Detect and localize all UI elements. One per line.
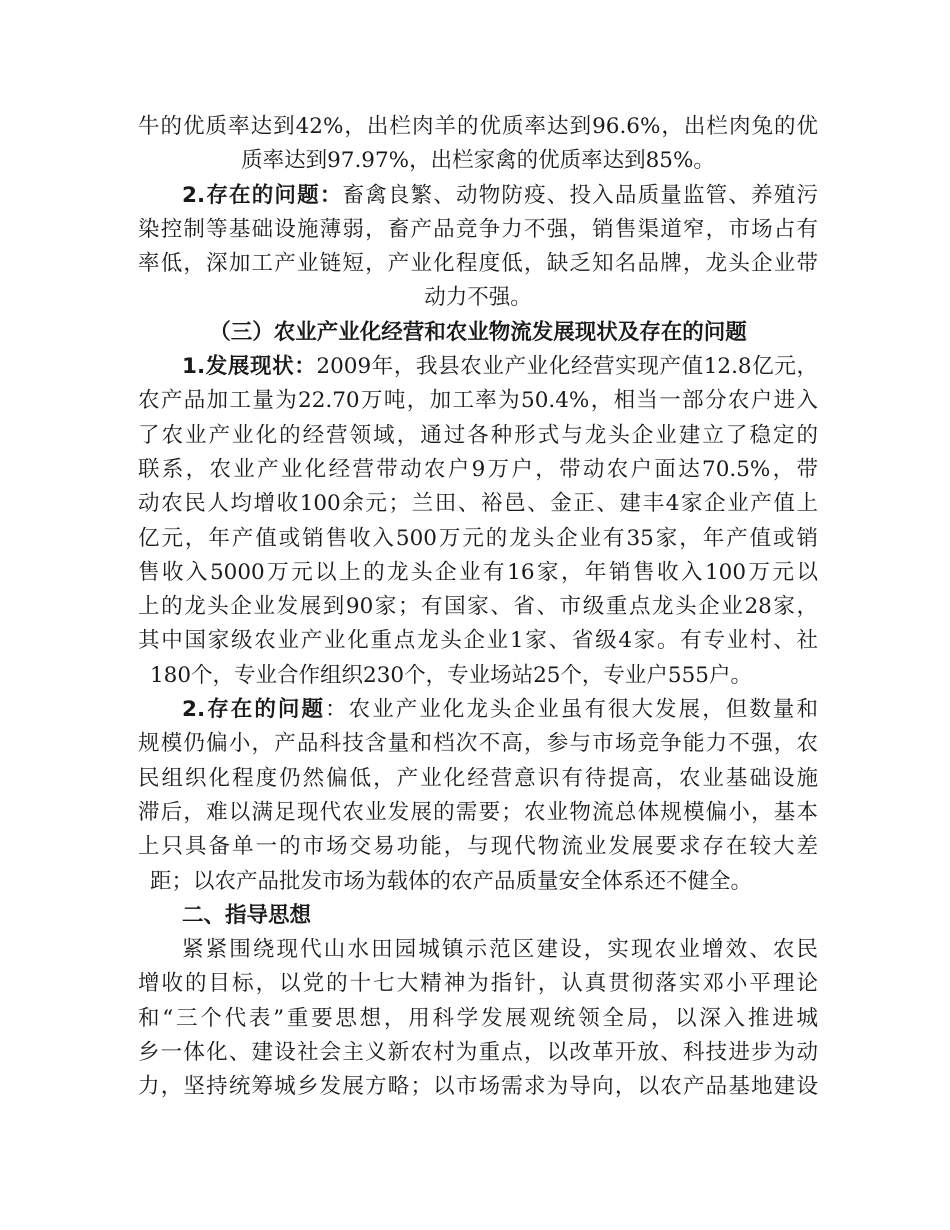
paragraph-line: 180个，专业合作组织230个，专业场站25个，专业户555户。 xyxy=(150,662,752,688)
paragraph-line: 牛的优质率达到42%，出栏肉羊的优质率达到96.6%，出栏肉兔的优 xyxy=(138,114,818,139)
paragraph-line: 质率达到97.97%，出栏家禽的优质率达到85%。 xyxy=(241,148,715,174)
paragraph-line: 上的龙头企业发展到90家；有国家、省、市级重点龙头企业28家， xyxy=(138,594,818,620)
paragraph-text: ：农业产业化龙头企业虽有很大发展，但数量和 xyxy=(325,697,818,723)
paragraph-line: 滞后，难以满足现代农业发展的需要；农业物流总体规模偏小，基本 xyxy=(138,799,818,825)
paragraph-line: 了农业产业化的经营领域，通过各种形式与龙头企业建立了稳定的 xyxy=(138,422,818,448)
paragraph-line xyxy=(138,350,818,384)
paragraph-line: 乡一体化、建设社会主义新农村为重点，以改革开放、科技进步为动 xyxy=(138,1040,818,1066)
paragraph-line: 率低，深加工产业链短，产业化程度低，缺乏知名品牌，龙头企业带 xyxy=(138,251,818,277)
paragraph-line: 距；以农产品批发市场为载体的农产品质量安全体系还不健全。 xyxy=(150,868,753,894)
section-label: 1.发展现状： xyxy=(182,354,317,380)
paragraph-line: 亿元，年产值或销售收入500万元的龙头企业有35家，年产值或销 xyxy=(138,525,818,551)
paragraph-text: 畜禽良繁、动物防疫、投入品质量监管、养殖污 xyxy=(342,182,818,208)
document-page xyxy=(138,110,818,1105)
paragraph-line: 力，坚持统筹城乡发展方略；以市场需求为导向，以农产品基地建设 xyxy=(138,1074,818,1100)
paragraph-line: 染控制等基础设施薄弱，畜产品竞争力不强，销售渠道窄，市场占有 xyxy=(138,216,818,242)
paragraph-text: 2009年，我县农业产业化经营实现产值12.8亿元， xyxy=(316,354,818,380)
section-label: 2.存在的问题： xyxy=(182,182,343,208)
paragraph-line: 联系，农业产业化经营带动农户9万户，带动农户面达70.5%，带 xyxy=(138,456,818,482)
paragraph-line: 农产品加工量为22.70万吨，加工率为50.4%，相当一部分农户进入 xyxy=(138,388,818,414)
paragraph-line: 和“三个代表”重要思想，用科学发展观统领全局，以深入推进城 xyxy=(138,1005,818,1031)
paragraph-line: 上只具备单一的市场交易功能，与现代物流业发展要求存在较大差 xyxy=(138,834,818,860)
paragraph-line xyxy=(138,693,818,727)
paragraph-line: 民组织化程度仍然偏低，产业化经营意识有待提高，农业基础设施 xyxy=(138,765,818,791)
section-label: 2.存在的问题 xyxy=(182,697,326,723)
paragraph-line: 增收的目标，以党的十七大精神为指针，认真贯彻落实邓小平理论 xyxy=(138,971,818,997)
paragraph-line: 动农民人均增收100余元；兰田、裕邑、金正、建丰4家企业产值上 xyxy=(138,491,818,517)
paragraph-line: 动力不强。 xyxy=(424,285,532,311)
paragraph-line: 紧紧围绕现代山水田园城镇示范区建设，实现农业增效、农民 xyxy=(182,937,818,963)
section-heading: 二、指导思想 xyxy=(182,902,312,928)
section-heading: （三）农业产业化经营和农业物流发展现状及存在的问题 xyxy=(209,319,747,345)
paragraph-line: 售收入5000万元以上的龙头企业有16家，年销售收入100万元以 xyxy=(138,559,818,585)
paragraph-line xyxy=(138,179,818,213)
paragraph-line: 其中国家级农业产业化重点龙头企业1家、省级4家。有专业村、社 xyxy=(138,628,818,654)
paragraph-line: 规模仍偏小，产品科技含量和档次不高，参与市场竞争能力不强，农 xyxy=(138,731,818,757)
